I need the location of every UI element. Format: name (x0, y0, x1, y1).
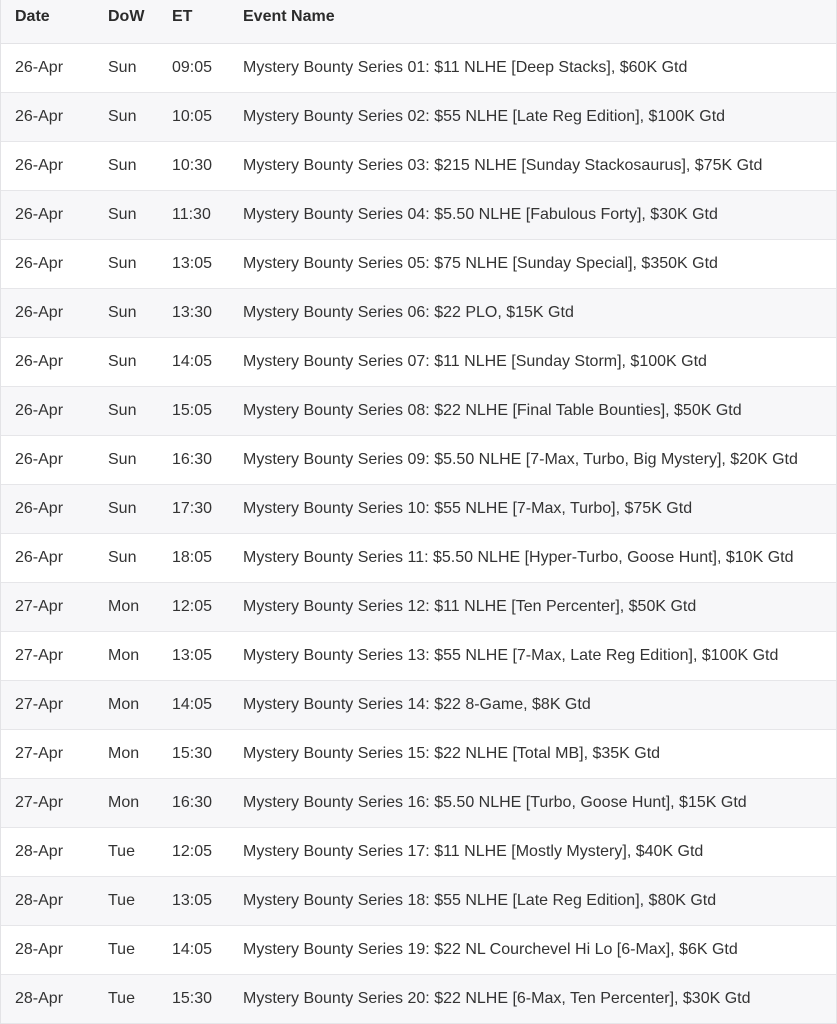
table-row (1, 582, 837, 631)
cell-et: 13:05 (172, 646, 213, 664)
header-dow: DoW (108, 0, 172, 43)
table-body (1, 43, 837, 1023)
table-row (1, 43, 837, 92)
cell-event-name: Mystery Bounty Series 03: $215 NLHE [Sunday Stackosaurus], $75K Gtd (243, 156, 763, 174)
cell-et: 12:05 (172, 842, 213, 860)
table-row (1, 239, 837, 288)
cell-event-name: Mystery Bounty Series 18: $55 NLHE [Late Reg Edition], $80K Gtd (243, 891, 717, 909)
cell-et: 17:30 (172, 499, 213, 517)
header-row (1, 0, 837, 43)
schedule-table (1, 0, 837, 1024)
cell-dow: Tue (108, 842, 135, 860)
table-row (1, 925, 837, 974)
cell-event-name: Mystery Bounty Series 14: $22 8-Game, $8K Gtd (243, 695, 591, 713)
cell-event-name: Mystery Bounty Series 16: $5.50 NLHE [Turbo, Goose Hunt], $15K Gtd (243, 793, 747, 811)
cell-dow: Mon (108, 744, 140, 762)
cell-dow: Sun (108, 499, 137, 517)
cell-event-name: Mystery Bounty Series 17: $11 NLHE [Mostly Mystery], $40K Gtd (243, 842, 704, 860)
cell-et: 09:05 (172, 58, 213, 76)
table-row (1, 778, 837, 827)
cell-date: 26-Apr (15, 156, 64, 174)
cell-et: 14:05 (172, 695, 213, 713)
cell-dow: Tue (108, 989, 135, 1007)
cell-date: 27-Apr (15, 695, 64, 713)
table-row (1, 533, 837, 582)
table-row (1, 484, 837, 533)
table-row (1, 141, 837, 190)
cell-event-name: Mystery Bounty Series 11: $5.50 NLHE [Hyper-Turbo, Goose Hunt], $10K Gtd (243, 548, 794, 566)
cell-et: 15:30 (172, 744, 213, 762)
cell-date: 26-Apr (15, 548, 64, 566)
cell-dow: Sun (108, 254, 137, 272)
table-row (1, 190, 837, 239)
cell-date: 27-Apr (15, 646, 64, 664)
cell-dow: Mon (108, 793, 140, 811)
table-row (1, 876, 837, 925)
cell-date: 27-Apr (15, 597, 64, 615)
cell-date: 26-Apr (15, 303, 64, 321)
cell-dow: Tue (108, 891, 135, 909)
table-row (1, 827, 837, 876)
cell-event-name: Mystery Bounty Series 20: $22 NLHE [6-Max, Ten Percenter], $30K Gtd (243, 989, 751, 1007)
cell-date: 27-Apr (15, 793, 64, 811)
header-date: Date (1, 0, 108, 43)
cell-event-name: Mystery Bounty Series 15: $22 NLHE [Total MB], $35K Gtd (243, 744, 661, 762)
cell-date: 26-Apr (15, 401, 64, 419)
cell-event-name: Mystery Bounty Series 19: $22 NL Courchevel Hi Lo [6-Max], $6K Gtd (243, 940, 738, 958)
cell-dow: Sun (108, 450, 137, 468)
cell-event-name: Mystery Bounty Series 10: $55 NLHE [7-Max, Turbo], $75K Gtd (243, 499, 693, 517)
cell-dow: Sun (108, 205, 137, 223)
table-row (1, 631, 837, 680)
cell-dow: Sun (108, 303, 137, 321)
table-row (1, 92, 837, 141)
table-row (1, 288, 837, 337)
cell-date: 28-Apr (15, 989, 64, 1007)
cell-date: 26-Apr (15, 352, 64, 370)
cell-dow: Mon (108, 695, 140, 713)
cell-dow: Sun (108, 156, 137, 174)
table-row (1, 435, 837, 484)
cell-event-name: Mystery Bounty Series 02: $55 NLHE [Late Reg Edition], $100K Gtd (243, 107, 726, 125)
cell-et: 14:05 (172, 940, 213, 958)
cell-et: 15:05 (172, 401, 213, 419)
table-header (1, 0, 837, 43)
cell-date: 28-Apr (15, 940, 64, 958)
cell-et: 14:05 (172, 352, 213, 370)
header-event-name: Event Name (243, 0, 837, 43)
cell-date: 26-Apr (15, 499, 64, 517)
cell-date: 28-Apr (15, 891, 64, 909)
cell-et: 10:30 (172, 156, 213, 174)
cell-event-name: Mystery Bounty Series 09: $5.50 NLHE [7-Max, Turbo, Big Mystery], $20K Gtd (243, 450, 798, 468)
table-row (1, 680, 837, 729)
cell-event-name: Mystery Bounty Series 01: $11 NLHE [Deep Stacks], $60K Gtd (243, 58, 688, 76)
header-et: ET (172, 0, 243, 43)
cell-event-name: Mystery Bounty Series 12: $11 NLHE [Ten Percenter], $50K Gtd (243, 597, 697, 615)
cell-dow: Sun (108, 352, 137, 370)
table-row (1, 337, 837, 386)
cell-dow: Mon (108, 646, 140, 664)
cell-event-name: Mystery Bounty Series 06: $22 PLO, $15K Gtd (243, 303, 574, 321)
table-row (1, 729, 837, 778)
table-row (1, 386, 837, 435)
cell-date: 26-Apr (15, 205, 64, 223)
cell-et: 18:05 (172, 548, 213, 566)
cell-event-name: Mystery Bounty Series 04: $5.50 NLHE [Fabulous Forty], $30K Gtd (243, 205, 718, 223)
cell-date: 28-Apr (15, 842, 64, 860)
cell-et: 15:30 (172, 989, 213, 1007)
cell-event-name: Mystery Bounty Series 07: $11 NLHE [Sunday Storm], $100K Gtd (243, 352, 707, 370)
cell-dow: Mon (108, 597, 140, 615)
cell-date: 26-Apr (15, 107, 64, 125)
cell-dow: Sun (108, 548, 137, 566)
cell-et: 11:30 (172, 205, 211, 223)
cell-dow: Tue (108, 940, 135, 958)
cell-et: 13:05 (172, 254, 213, 272)
cell-event-name: Mystery Bounty Series 08: $22 NLHE [Final Table Bounties], $50K Gtd (243, 401, 742, 419)
table-row (1, 974, 837, 1023)
cell-dow: Sun (108, 58, 137, 76)
cell-et: 13:30 (172, 303, 213, 321)
cell-date: 26-Apr (15, 58, 64, 76)
cell-et: 16:30 (172, 793, 213, 811)
cell-dow: Sun (108, 107, 137, 125)
cell-dow: Sun (108, 401, 137, 419)
cell-et: 13:05 (172, 891, 213, 909)
cell-event-name: Mystery Bounty Series 13: $55 NLHE [7-Max, Late Reg Edition], $100K Gtd (243, 646, 779, 664)
cell-et: 16:30 (172, 450, 213, 468)
cell-event-name: Mystery Bounty Series 05: $75 NLHE [Sunday Special], $350K Gtd (243, 254, 718, 272)
cell-date: 26-Apr (15, 450, 64, 468)
cell-date: 27-Apr (15, 744, 64, 762)
cell-et: 12:05 (172, 597, 213, 615)
cell-date: 26-Apr (15, 254, 64, 272)
cell-et: 10:05 (172, 107, 213, 125)
